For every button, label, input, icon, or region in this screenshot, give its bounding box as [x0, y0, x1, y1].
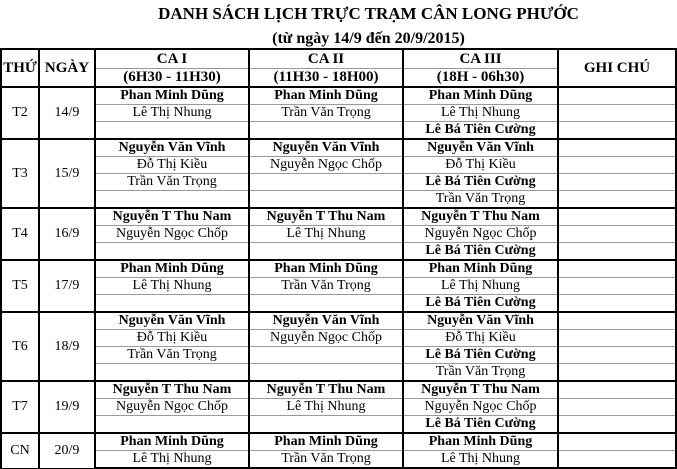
table-row — [1, 139, 676, 157]
shift-3-staff-cell: Lê Thị Nhung — [403, 105, 558, 122]
note-cell — [558, 399, 676, 416]
day-of-week-cell: T3 — [1, 139, 39, 208]
table-row — [1, 260, 676, 278]
date-cell: 15/9 — [39, 139, 95, 208]
day-of-week-cell: CN — [1, 433, 39, 468]
header-ca3-time: (18H - 06h30) — [403, 68, 558, 87]
shift-2-staff-cell: Trần Văn Trọng — [249, 105, 403, 122]
document-title: DANH SÁCH LỊCH TRỰC TRẠM CÂN LONG PHƯỚC — [158, 4, 579, 23]
table-row — [1, 364, 676, 382]
note-cell — [558, 312, 676, 330]
shift-1-staff-cell: Nguyễn Ngọc Chốp — [95, 226, 249, 243]
shift-3-staff-cell: Lê Thị Nhung — [403, 451, 558, 469]
shift-3-staff-cell: Đỗ Thị Kiều — [403, 157, 558, 174]
shift-2-staff-cell: Phan Minh Dũng — [249, 260, 403, 278]
note-cell — [558, 381, 676, 399]
shift-1-staff-cell: Trần Văn Trọng — [95, 174, 249, 191]
note-cell — [558, 433, 676, 451]
shift-2-staff-cell: Lê Thị Nhung — [249, 399, 403, 416]
shift-2-staff-cell: Nguyễn T Thu Nam — [249, 381, 403, 399]
table-row — [1, 243, 676, 261]
shift-3-staff-cell: Phan Minh Dũng — [403, 87, 558, 105]
shift-3-staff-cell: Phan Minh Dũng — [403, 260, 558, 278]
shift-3-staff-cell: Lê Thị Nhung — [403, 278, 558, 295]
shift-1-staff-cell: Nguyễn Văn Vĩnh — [95, 139, 249, 157]
duty-schedule-table — [0, 48, 677, 469]
shift-3-staff-cell: Trần Văn Trọng — [403, 364, 558, 382]
note-cell — [558, 139, 676, 157]
shift-2-staff-cell: Trần Văn Trọng — [249, 278, 403, 295]
day-group-t5 — [1, 260, 676, 312]
table-row — [1, 451, 676, 469]
table-row — [1, 191, 676, 209]
date-cell: 19/9 — [39, 381, 95, 433]
day-of-week-cell: T7 — [1, 381, 39, 433]
table-row — [1, 105, 676, 122]
note-cell — [558, 226, 676, 243]
table-row — [1, 312, 676, 330]
shift-2-staff-cell — [249, 364, 403, 382]
note-cell — [558, 87, 676, 105]
shift-2-staff-cell: Nguyễn Văn Vĩnh — [249, 312, 403, 330]
date-cell: 18/9 — [39, 312, 95, 381]
shift-1-staff-cell — [95, 364, 249, 382]
shift-3-staff-cell: Nguyễn Ngọc Chốp — [403, 226, 558, 243]
date-cell: 16/9 — [39, 208, 95, 260]
shift-3-staff-cell: Lê Bá Tiên Cường — [403, 122, 558, 140]
shift-3-staff-cell: Lê Bá Tiên Cường — [403, 347, 558, 364]
shift-2-staff-cell: Phan Minh Dũng — [249, 433, 403, 451]
shift-2-staff-cell — [249, 347, 403, 364]
shift-3-staff-cell: Lê Bá Tiên Cường — [403, 295, 558, 313]
shift-1-staff-cell: Nguyễn T Thu Nam — [95, 381, 249, 399]
shift-1-staff-cell: Nguyễn Văn Vĩnh — [95, 312, 249, 330]
table-row — [1, 226, 676, 243]
day-of-week-cell: T5 — [1, 260, 39, 312]
shift-2-staff-cell — [249, 416, 403, 434]
shift-2-staff-cell — [249, 295, 403, 313]
shift-2-staff-cell: Nguyễn Ngọc Chốp — [249, 330, 403, 347]
note-cell — [558, 347, 676, 364]
shift-2-staff-cell: Lê Thị Nhung — [249, 226, 403, 243]
note-cell — [558, 122, 676, 140]
shift-2-staff-cell — [249, 174, 403, 191]
shift-1-staff-cell — [95, 122, 249, 140]
shift-2-staff-cell — [249, 243, 403, 261]
header-ca1-time: (6H30 - 11H30) — [95, 68, 249, 87]
shift-3-staff-cell: Lê Bá Tiên Cường — [403, 416, 558, 434]
shift-2-staff-cell — [249, 191, 403, 209]
note-cell — [558, 174, 676, 191]
shift-1-staff-cell: Lê Thị Nhung — [95, 278, 249, 295]
date-cell: 20/9 — [39, 433, 95, 468]
shift-1-staff-cell: Lê Thị Nhung — [95, 451, 249, 469]
note-cell — [558, 416, 676, 434]
note-cell — [558, 330, 676, 347]
shift-1-staff-cell: Nguyễn Ngọc Chốp — [95, 399, 249, 416]
shift-1-staff-cell: Đỗ Thị Kiều — [95, 157, 249, 174]
table-row — [1, 433, 676, 451]
table-row — [1, 381, 676, 399]
shift-3-staff-cell: Nguyễn T Thu Nam — [403, 381, 558, 399]
note-cell — [558, 260, 676, 278]
shift-1-staff-cell: Nguyễn T Thu Nam — [95, 208, 249, 226]
shift-3-staff-cell: Nguyễn Ngọc Chốp — [403, 399, 558, 416]
day-group-t7 — [1, 381, 676, 433]
day-group-t4 — [1, 208, 676, 260]
table-row — [1, 347, 676, 364]
day-group-t3 — [1, 139, 676, 208]
note-cell — [558, 295, 676, 313]
shift-1-staff-cell: Phan Minh Dũng — [95, 260, 249, 278]
day-of-week-cell: T6 — [1, 312, 39, 381]
shift-2-staff-cell: Nguyễn Văn Vĩnh — [249, 139, 403, 157]
shift-3-staff-cell: Lê Bá Tiên Cường — [403, 174, 558, 191]
shift-3-staff-cell: Phan Minh Dũng — [403, 433, 558, 451]
date-cell: 14/9 — [39, 87, 95, 139]
shift-1-staff-cell: Phan Minh Dũng — [95, 87, 249, 105]
table-row — [1, 174, 676, 191]
shift-2-staff-cell: Nguyễn T Thu Nam — [249, 208, 403, 226]
day-of-week-cell: T2 — [1, 87, 39, 139]
note-cell — [558, 278, 676, 295]
shift-1-staff-cell — [95, 295, 249, 313]
header-thu: THỨ — [1, 49, 39, 87]
shift-1-staff-cell — [95, 243, 249, 261]
shift-3-staff-cell: Nguyễn T Thu Nam — [403, 208, 558, 226]
header-ca1: CA I — [95, 49, 249, 68]
table-row — [1, 157, 676, 174]
header-row — [1, 49, 676, 68]
day-group-cn — [1, 433, 676, 468]
shift-3-staff-cell: Nguyễn Văn Vĩnh — [403, 139, 558, 157]
header-ghichu: GHI CHÚ — [558, 49, 676, 87]
note-cell — [558, 208, 676, 226]
table-row — [1, 330, 676, 347]
shift-3-staff-cell: Đỗ Thị Kiều — [403, 330, 558, 347]
shift-1-staff-cell: Trần Văn Trọng — [95, 347, 249, 364]
shift-1-staff-cell — [95, 191, 249, 209]
table-row — [1, 208, 676, 226]
shift-2-staff-cell: Phan Minh Dũng — [249, 87, 403, 105]
table-row — [1, 122, 676, 140]
shift-2-staff-cell: Trần Văn Trọng — [249, 451, 403, 469]
shift-3-staff-cell: Lê Bá Tiên Cường — [403, 243, 558, 261]
document-subtitle: (từ ngày 14/9 đến 20/9/2015) — [272, 30, 465, 47]
shift-1-staff-cell: Phan Minh Dũng — [95, 433, 249, 451]
day-group-t6 — [1, 312, 676, 381]
day-of-week-cell: T4 — [1, 208, 39, 260]
day-group-t2 — [1, 87, 676, 139]
header-ngay: NGÀY — [39, 49, 95, 87]
shift-2-staff-cell — [249, 122, 403, 140]
note-cell — [558, 364, 676, 382]
date-cell: 17/9 — [39, 260, 95, 312]
shift-1-staff-cell: Đỗ Thị Kiều — [95, 330, 249, 347]
shift-1-staff-cell — [95, 416, 249, 434]
note-cell — [558, 451, 676, 469]
shift-2-staff-cell: Nguyễn Ngọc Chốp — [249, 157, 403, 174]
note-cell — [558, 157, 676, 174]
shift-1-staff-cell: Lê Thị Nhung — [95, 105, 249, 122]
header-ca2-time: (11H30 - 18H00) — [249, 68, 403, 87]
table-row — [1, 87, 676, 105]
table-row — [1, 416, 676, 434]
header-ca2: CA II — [249, 49, 403, 68]
table-row — [1, 399, 676, 416]
note-cell — [558, 105, 676, 122]
table-row — [1, 295, 676, 313]
header-ca3: CA III — [403, 49, 558, 68]
note-cell — [558, 191, 676, 209]
shift-3-staff-cell: Trần Văn Trọng — [403, 191, 558, 209]
table-row — [1, 278, 676, 295]
shift-3-staff-cell: Nguyễn Văn Vĩnh — [403, 312, 558, 330]
note-cell — [558, 243, 676, 261]
